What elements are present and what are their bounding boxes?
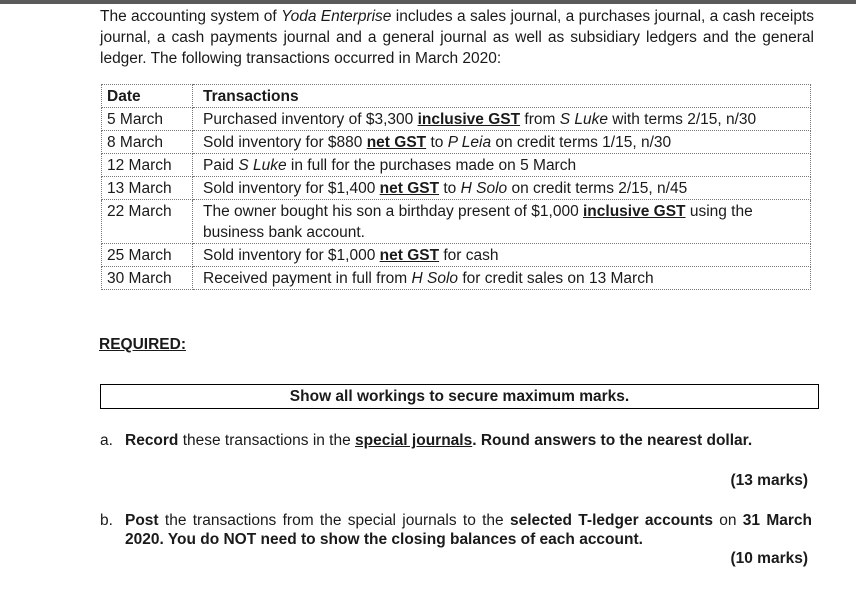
row-date: 22 March	[102, 200, 193, 244]
table-row	[102, 131, 811, 154]
question-a-label: a.	[100, 432, 113, 449]
top-border	[0, 0, 856, 4]
header-transactions: Transactions	[193, 85, 811, 108]
row-transaction: Sold inventory for $1,000 net GST for cash	[193, 244, 811, 267]
question-b-marks: (10 marks)	[730, 550, 808, 567]
row-transaction: Received payment in full from H Solo for credit sales on 13 March	[193, 267, 811, 290]
row-date: 8 March	[102, 131, 193, 154]
table-header-row	[102, 85, 811, 108]
row-transaction: Sold inventory for $1,400 net GST to H Solo on credit terms 2/15, n/45	[193, 177, 811, 200]
company-name: Yoda Enterprise	[281, 8, 392, 25]
question-b-text: Post the transactions from the special journals to the selected T-ledger accounts on 31 March 2020. You do NOT need to show the closing balances of each account.	[125, 512, 812, 548]
row-transaction: Sold inventory for $880 net GST to P Leia on credit terms 1/15, n/30	[193, 131, 811, 154]
table-row	[102, 108, 811, 131]
row-date: 25 March	[102, 244, 193, 267]
header-date: Date	[102, 85, 193, 108]
row-date: 13 March	[102, 177, 193, 200]
table-row	[102, 154, 811, 177]
question-b	[100, 511, 812, 567]
table-row	[102, 267, 811, 290]
question-a	[100, 430, 812, 489]
instruction-box: Show all workings to secure maximum marks.	[100, 384, 819, 409]
table-row	[102, 200, 811, 244]
row-transaction: Paid S Luke in full for the purchases made on 5 March	[193, 154, 811, 177]
table-row	[102, 177, 811, 200]
row-date: 5 March	[102, 108, 193, 131]
intro-paragraph: The accounting system of Yoda Enterprise includes a sales journal, a purchases journal, a cash receipts journal, a cash payments journal and a general journal as well as subsidiary ledgers and the general ledger. The following transactions occurred in March 2020:	[100, 8, 815, 67]
row-date: 12 March	[102, 154, 193, 177]
table-row	[102, 244, 811, 267]
row-date: 30 March	[102, 267, 193, 290]
required-heading: REQUIRED:	[99, 336, 186, 353]
question-b-label: b.	[100, 512, 113, 529]
row-transaction: Purchased inventory of $3,300 inclusive GST from S Luke with terms 2/15, n/30	[193, 108, 811, 131]
transactions-table	[101, 84, 811, 290]
question-a-text: Record these transactions in the special journals. Round answers to the nearest dollar.	[125, 432, 753, 449]
question-a-marks: (13 marks)	[730, 472, 808, 489]
row-transaction: The owner bought his son a birthday present of $1,000 inclusive GST using the business bank account.	[193, 200, 811, 244]
